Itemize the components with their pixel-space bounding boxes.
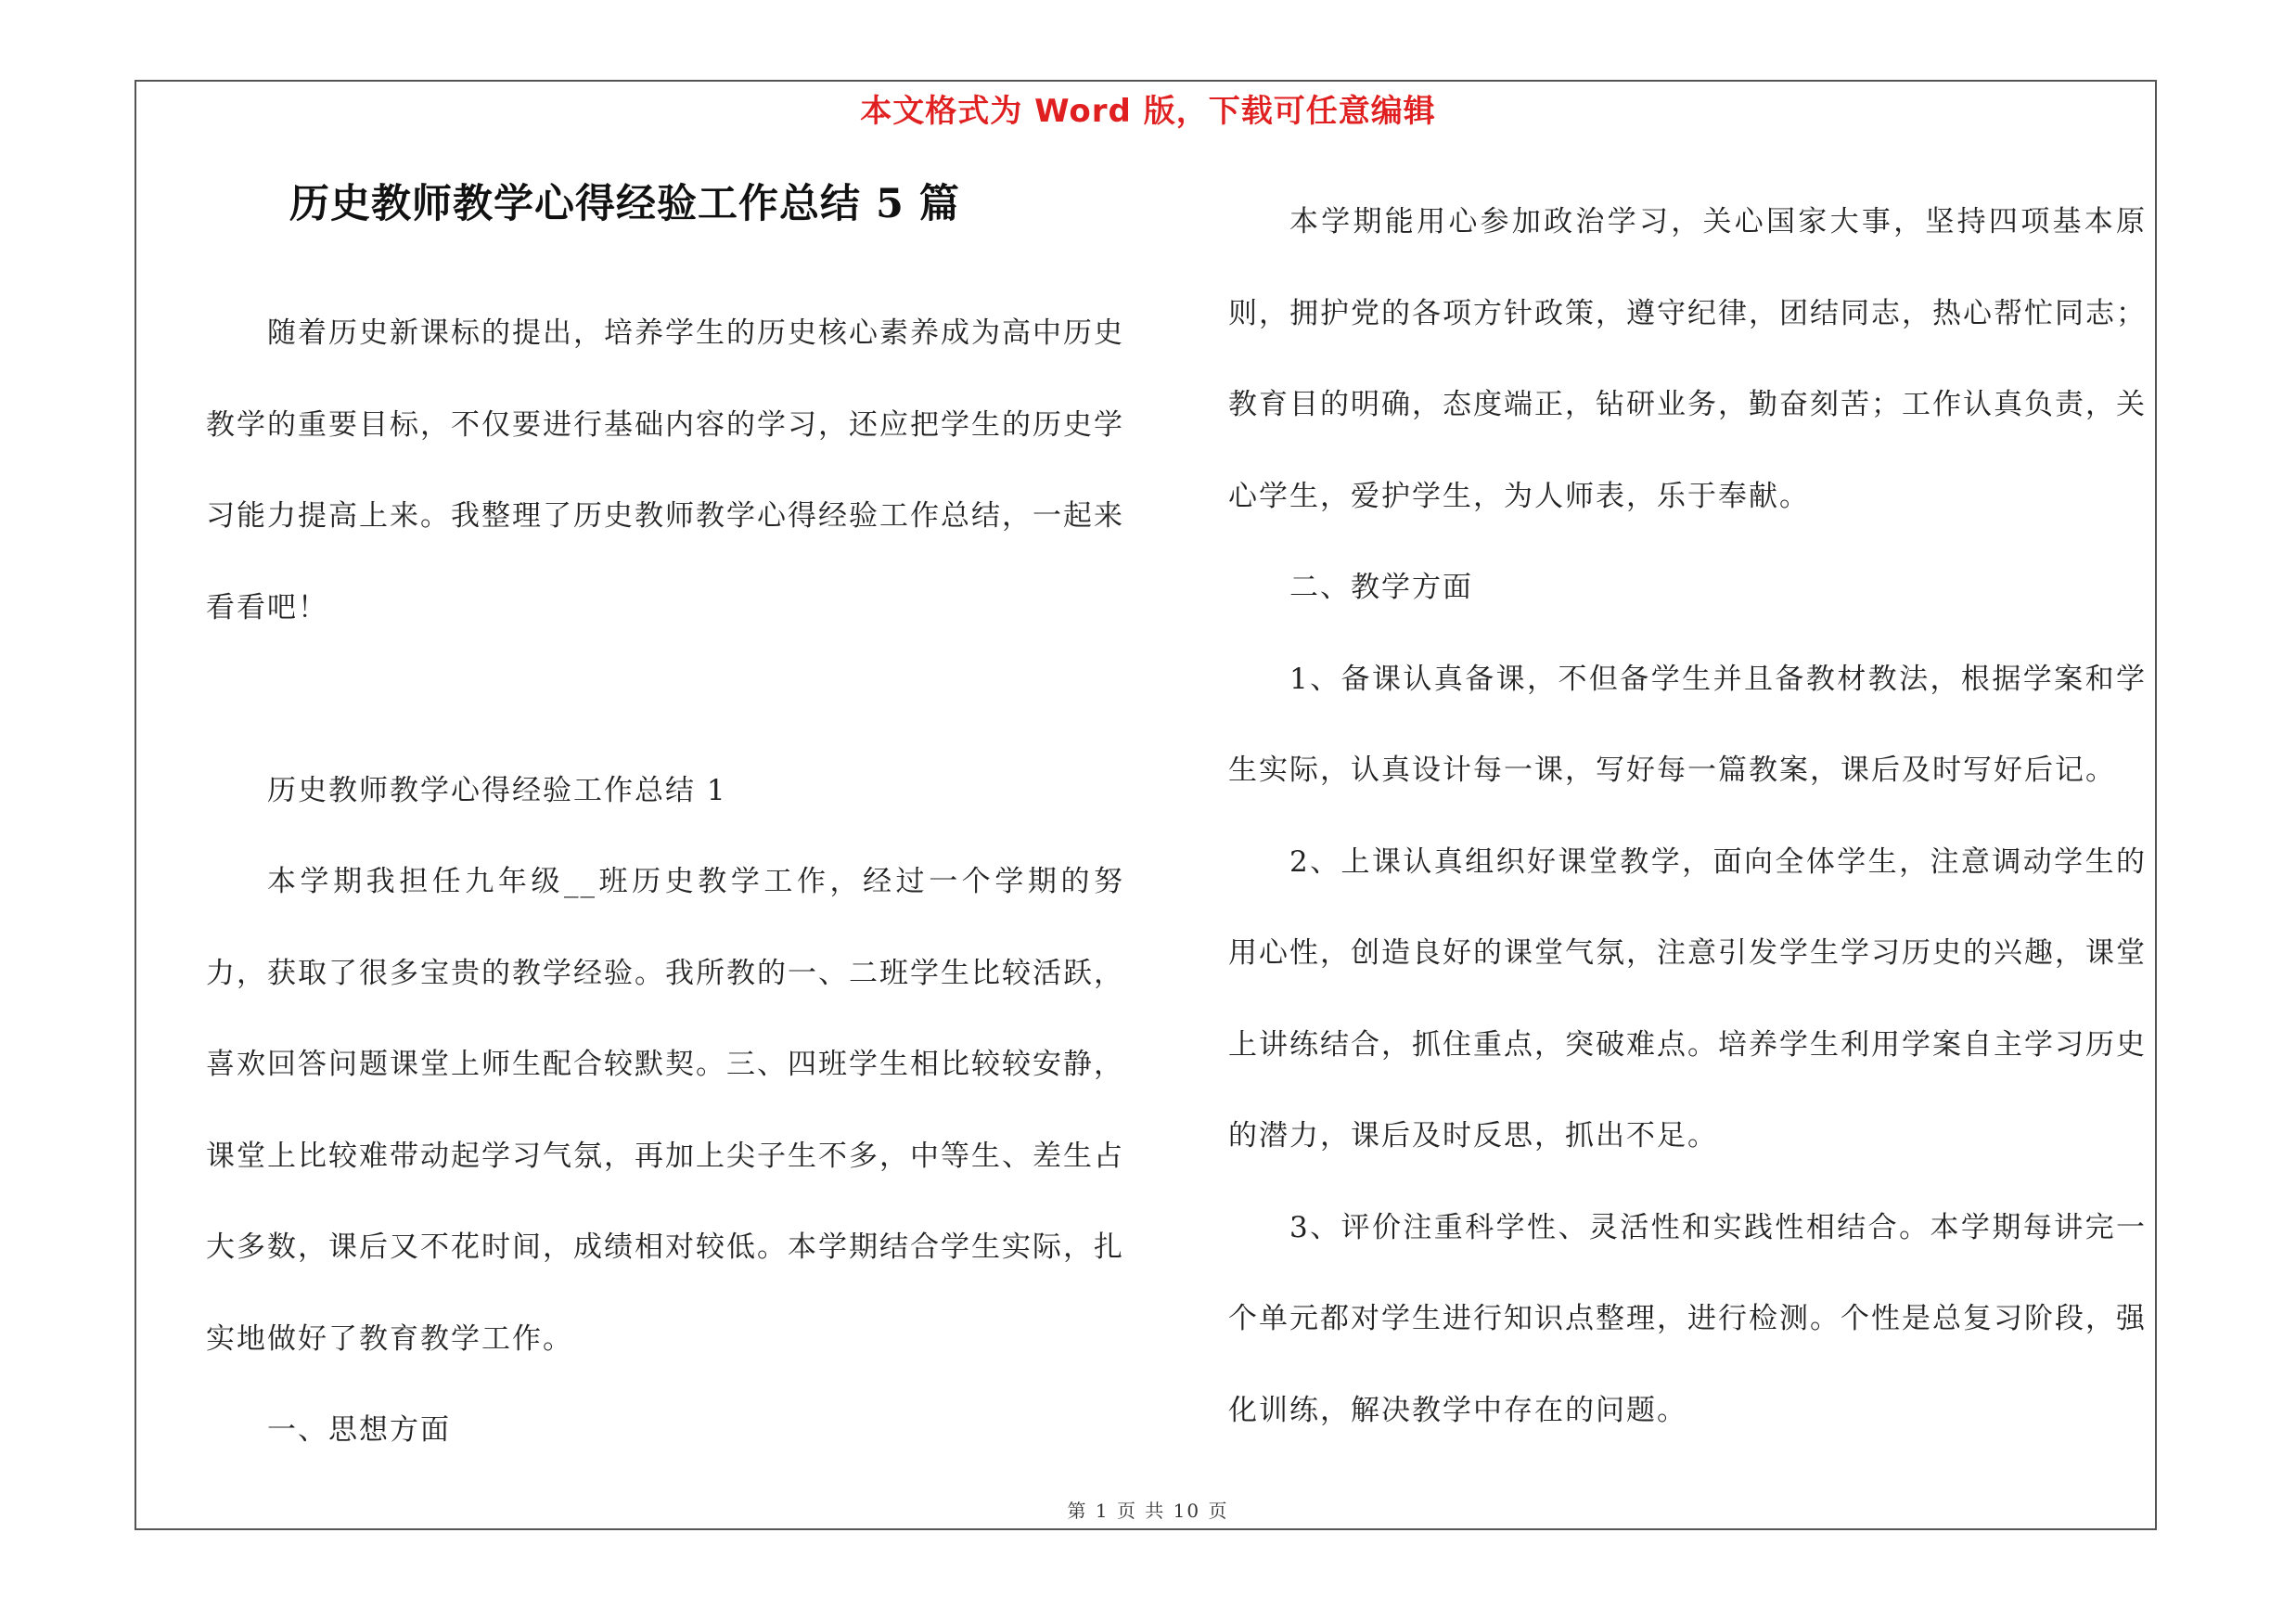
- teaching-item-2: 2、上课认真组织好课堂教学，面向全体学生，注意调动学生的用心性，创造良好的课堂气氛，注意引发学生学习历史的兴趣，课堂上讲练结合，抓住重点，突破难点。培养学生利用学案自主学习历史的潜力，课后及时反思，抓出不足。: [1228, 844, 2147, 1153]
- body-paragraph: 本学期我担任九年级__班历史教学工作，经过一个学期的努力，获取了很多宝贵的教学经验。我所教的一、二班学生比较活跃，喜欢回答问题课堂上师生配合较默契。三、四班学生相比较较安静，课堂上比较难带动起学习气氛，再加上尖子生不多，中等生、差生占大多数，课后又不花时间，成绩相对较低。本学期结合学生实际，扎实地做好了教育教学工作。: [206, 865, 1124, 1356]
- right-column: [1228, 176, 2147, 1456]
- teaching-item-3: 3、评价注重科学性、灵活性和实践性相结合。本学期每讲完一个单元都对学生进行知识点整理，进行检测。个性是总复习阶段，强化训练，解决教学中存在的问题。: [1228, 1210, 2147, 1427]
- format-banner: 本文格式为 Word 版，下载可任意编辑: [860, 93, 1436, 130]
- politics-paragraph: 本学期能用心参加政治学习，关心国家大事，坚持四项基本原则，拥护党的各项方针政策，遵守纪律，团结同志，热心帮忙同志；教育目的明确，态度端正，钻研业务，勤奋刻苦；工作认真负责，关心学生，爱护学生，为人师表，乐于奉献。: [1228, 205, 2147, 513]
- section-heading-teaching: 二、教学方面: [1289, 571, 1473, 604]
- left-column: [206, 167, 1124, 1476]
- section-subtitle: 历史教师教学心得经验工作总结 1: [267, 773, 727, 807]
- paragraph-gap: [206, 653, 1124, 745]
- section-heading-thought: 一、思想方面: [267, 1413, 451, 1447]
- document-title: 历史教师教学心得经验工作总结 5 篇: [289, 181, 960, 227]
- intro-paragraph: 随着历史新课标的提出，培养学生的历史核心素养成为高中历史教学的重要目标，不仅要进行基础内容的学习，还应把学生的历史学习能力提高上来。我整理了历史教师教学心得经验工作总结，一起来看看吧！: [206, 316, 1124, 625]
- page-number: 第 1 页 共 10 页: [1067, 1500, 1229, 1522]
- teaching-item-1: 1、备课认真备课，不但备学生并且备教材教法，根据学案和学生实际，认真设计每一课，写好每一篇教案，课后及时写好后记。: [1228, 662, 2147, 787]
